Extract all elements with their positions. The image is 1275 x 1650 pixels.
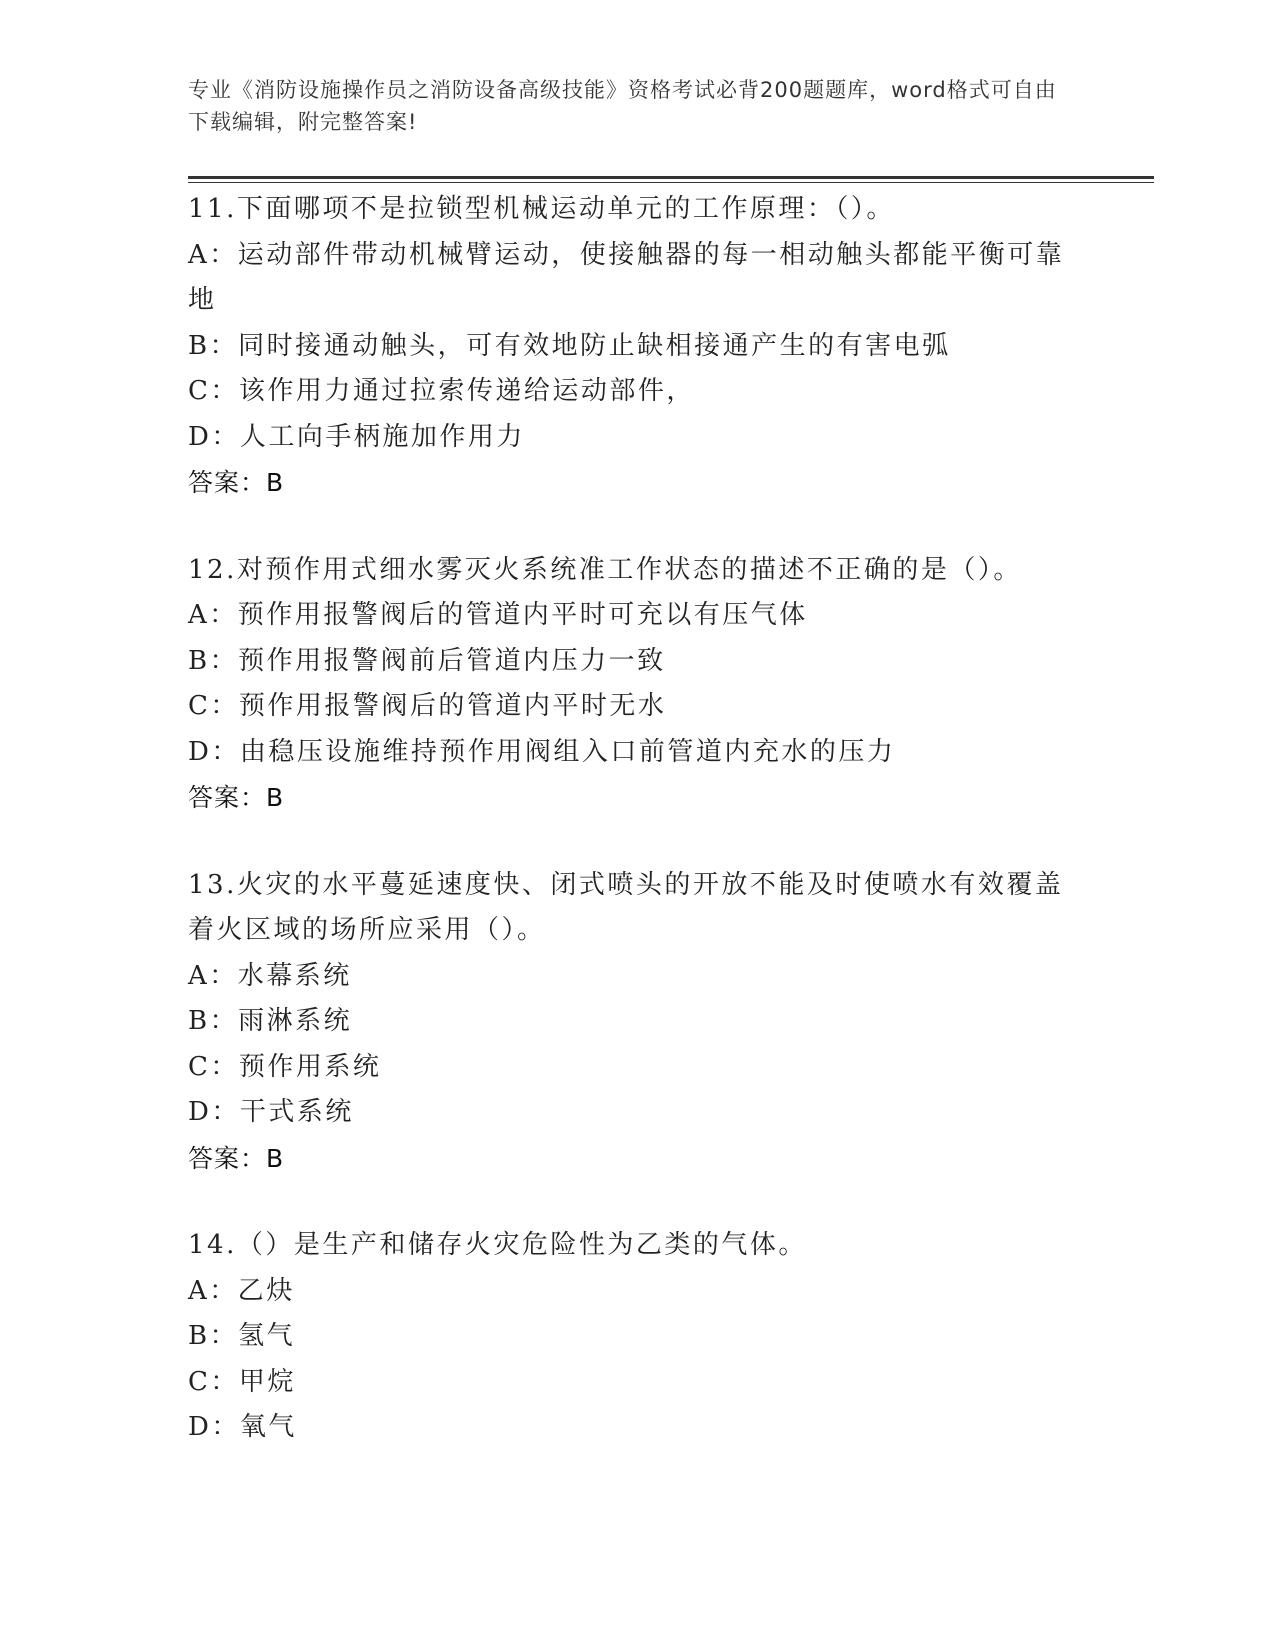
option-b: B：氢气 [188,1321,296,1351]
question-text: 14.（）是生产和储存火灾危险性为乙类的气体。 [188,1230,807,1260]
question-11 [188,187,1088,506]
option-a: A：运动部件带动机械臂运动，使接触器的每一相动触头都能平衡可靠地 [188,239,1065,315]
option-a: A：水幕系统 [188,960,352,991]
question-12 [188,548,1088,821]
option-c: C：该作用力通过拉索传递给运动部件， [188,376,695,406]
option-c: C：预作用系统 [188,1051,382,1082]
option-d: D：人工向手柄施加作用力 [188,421,525,452]
header-divider-thick [188,176,1154,179]
option-d: D：干式系统 [188,1097,354,1127]
question-list [188,187,1088,1493]
question-13 [188,863,1088,1182]
option-a: A：乙炔 [188,1275,295,1306]
answer-label: 答案：B [188,783,285,812]
option-a: A：预作用报警阀后的管道内平时可充以有压气体 [188,600,808,630]
document-header: 专业《消防设施操作员之消防设备高级技能》资格考试必背200题题库，word格式可自由下载编辑，附完整答案! [188,78,1057,134]
question-text: 12.对预作用式细水雾灭火系统准工作状态的描述不正确的是（）。 [188,554,1022,585]
option-b: B：预作用报警阀前后管道内压力一致 [188,645,666,676]
option-d: D：由稳压设施维持预作用阀组入口前管道内充水的压力 [188,736,896,767]
option-b: B：同时接通动触头，可有效地防止缺相接通产生的有害电弧 [188,330,951,361]
question-text: 13.火灾的水平蔓延速度快、闭式喷头的开放不能及时使喷水有效覆盖着火区域的场所应采用（）。 [188,869,1064,945]
question-14 [188,1223,1088,1451]
answer-label: 答案：B [188,468,285,497]
header-divider-thin [188,182,1154,183]
option-b: B：雨淋系统 [188,1006,353,1036]
question-text: 11.下面哪项不是拉锁型机械运动单元的工作原理：（）。 [188,194,895,224]
option-c: C：甲烷 [188,1366,296,1397]
option-c: C：预作用报警阀后的管道内平时无水 [188,691,667,721]
option-d: D：氧气 [188,1412,297,1442]
answer-label: 答案：B [188,1143,285,1173]
